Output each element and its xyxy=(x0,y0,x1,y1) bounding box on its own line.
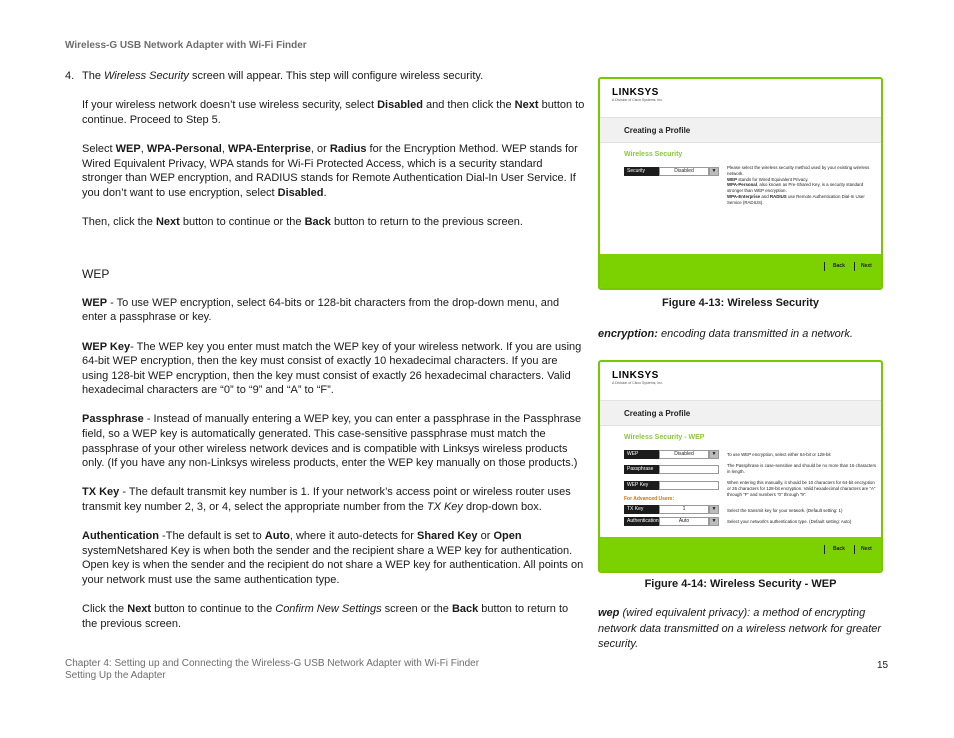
next-button[interactable]: Next xyxy=(861,546,872,552)
wep-help-text: To use WEP encryption, select either 64-bit or 128-bit xyxy=(727,452,831,457)
separator xyxy=(824,545,825,554)
wep-dropdown[interactable] xyxy=(624,450,719,459)
step-intro: The Wireless Security screen will appear. This step will configure wireless security. xyxy=(82,70,484,82)
step-4 xyxy=(65,69,585,84)
wep-value: Disabled xyxy=(659,450,709,459)
dropdown-arrow-icon[interactable]: ▼ xyxy=(709,517,719,526)
next-button[interactable]: Next xyxy=(861,263,872,269)
footer-section: Setting Up the Adapter xyxy=(65,670,166,681)
separator xyxy=(824,262,825,271)
paragraph-passphrase: Passphrase - Instead of manually entering a WEP key, you can enter a passphrase in the Passphrase field, so a WEP key is automatically generated. This case-sensitive passphrase must match the passphrase of your other wireless network devices and is compatible with Linksys wireless products only. (If you have any non-Linksys wireless products, enter the WEP key manually on those products.) xyxy=(82,413,582,470)
figure-caption-4-14: Figure 4-14: Wireless Security - WEP xyxy=(644,578,837,590)
wep-label: WEP xyxy=(624,450,659,459)
wep-key-input[interactable] xyxy=(659,481,719,490)
paragraph-tx-key: TX Key - The default transmit key number is 1. If your network’s access point or wireless router uses transmit key number 2, 3, or 4, select the appropriate number from the TX Key drop-down box. xyxy=(82,486,571,514)
logo-subtitle: A Division of Cisco Systems, Inc. xyxy=(612,381,663,385)
linksys-logo: LINKSYS xyxy=(612,370,659,381)
figure-caption-4-13: Figure 4-13: Wireless Security xyxy=(661,297,820,309)
footer-chapter: Chapter 4: Setting up and Connecting the Wireless-G USB Network Adapter with Wi-Fi Finder xyxy=(65,658,480,669)
dropdown-arrow-icon[interactable]: ▼ xyxy=(709,505,719,514)
figure-wireless-security-wep xyxy=(598,360,883,573)
back-button[interactable]: Back xyxy=(833,546,845,552)
security-help-text: Please select the wireless security method used by your existing wireless network. WEP stands for Wired Equivalent Privacy. WPA-Personal, also known as Pre-Shared Key, is a security standard stronger than WEP encryption. WPA-Enterprise and RADIUS use Remote Authentication Dial-In User Service (RADIUS). xyxy=(727,165,870,205)
dropdown-arrow-icon[interactable]: ▼ xyxy=(709,167,719,176)
paragraph-click-next: Click the Next button to continue to the Confirm New Settings screen or the Back button to return to the previous screen. xyxy=(82,603,569,630)
button-bar xyxy=(600,537,881,571)
running-footer xyxy=(65,658,479,682)
linksys-logo: LINKSYS xyxy=(612,87,659,98)
title-bar xyxy=(600,117,881,143)
paragraph-disabled: If your wireless network doesn’t use wireless security, select Disabled and then click the Next button to continue. Proceed to Step 5. xyxy=(82,99,585,126)
separator xyxy=(854,545,855,554)
page-number: 15 xyxy=(877,660,889,671)
running-header: Wireless-G USB Network Adapter with Wi-Fi Finder xyxy=(65,40,307,51)
security-dropdown[interactable] xyxy=(624,167,719,176)
authentication-help-text: Select your network's authentication type. (Default setting: Auto) xyxy=(727,519,852,524)
advanced-users-label: For Advanced Users: xyxy=(624,496,675,502)
tx-key-value: 1 xyxy=(659,505,709,514)
tx-key-dropdown[interactable] xyxy=(624,505,719,514)
wep-key-field[interactable] xyxy=(624,481,719,490)
glossary-wep: wep (wired equivalent privacy): a method of encrypting network data transmitted on a wireless network for greater security. xyxy=(598,607,882,650)
wep-key-help-text: When entering this manually, it should be 10 characters for 64-bit encryption or 26 characters for 128-bit encryption. Valid hexadecimal characters are "A" through "F" and numbers "0" through "9". xyxy=(727,480,876,497)
screen-title: Creating a Profile xyxy=(624,409,691,418)
main-text xyxy=(65,69,585,631)
authentication-label: Authentication xyxy=(624,517,659,526)
paragraph-wep: WEP - To use WEP encryption, select 64-bits or 128-bit characters from the drop-down menu, and enter a passphrase or key. xyxy=(82,296,560,324)
passphrase-field[interactable] xyxy=(624,465,719,474)
authentication-dropdown[interactable] xyxy=(624,517,719,526)
separator xyxy=(854,262,855,271)
logo-subtitle: A Division of Cisco Systems, Inc. xyxy=(612,98,663,102)
dropdown-arrow-icon[interactable]: ▼ xyxy=(709,450,719,459)
screen-title: Creating a Profile xyxy=(624,126,691,135)
section-label: Wireless Security xyxy=(624,151,683,158)
back-button[interactable]: Back xyxy=(833,263,845,269)
paragraph-wep-key: WEP Key- The WEP key you enter must match the WEP key of your wireless network. If you are using 64-bit WEP encryption, then the key must consist of exactly 10 hexadecimal characters. If you are using 128-bit WEP encryption, then the key must consist of exactly 26 hexadecimal characters. Valid hexadecimal characters are “0” to “9” and “A” to “F”. xyxy=(82,340,582,397)
passphrase-help-text: The Passphrase is case-sensitive and should be no more than 16 characters in length. xyxy=(727,463,877,474)
wep-key-label: WEP Key xyxy=(624,481,659,490)
security-value: Disabled xyxy=(659,167,709,176)
paragraph-then: Then, click the Next button to continue or the Back button to return to the previous screen. xyxy=(82,215,523,228)
step-number: 4. xyxy=(65,70,75,82)
authentication-value: Auto xyxy=(659,517,709,526)
paragraph-select-method: Select WEP, WPA-Personal, WPA-Enterprise, or Radius for the Encryption Method. WEP stands for Wired Equivalent Privacy, WPA stands for Wi-Fi Protected Access, which is a security standard stronger than WEP encryption, and RADIUS stands for Remote Authentication Dial-In User Service. If you don’t want to use encryption, select Disabled. xyxy=(82,142,578,199)
section-label: Wireless Security - WEP xyxy=(624,434,705,441)
title-bar xyxy=(600,400,881,426)
wep-heading: WEP xyxy=(82,266,110,281)
passphrase-input[interactable] xyxy=(659,465,719,474)
glossary-encryption: encryption: encoding data transmitted in a network. xyxy=(598,328,853,340)
security-label: Security xyxy=(624,167,659,176)
tx-key-help-text: Select the transmit key for your network. (Default setting: 1) xyxy=(727,508,843,513)
passphrase-label: Passphrase xyxy=(624,465,659,474)
tx-key-label: TX Key xyxy=(624,505,659,514)
button-bar xyxy=(600,254,881,288)
figure-wireless-security xyxy=(598,77,883,290)
paragraph-authentication: Authentication -The default is set to Auto, where it auto-detects for Shared Key or Open systemNetshared Key is when both the sender and the recipient share a WEP key for authentication. Open key is when the sender and the recipient do not share a WEP key for authentication. All points on your network must use the same authentication type. xyxy=(82,530,584,586)
